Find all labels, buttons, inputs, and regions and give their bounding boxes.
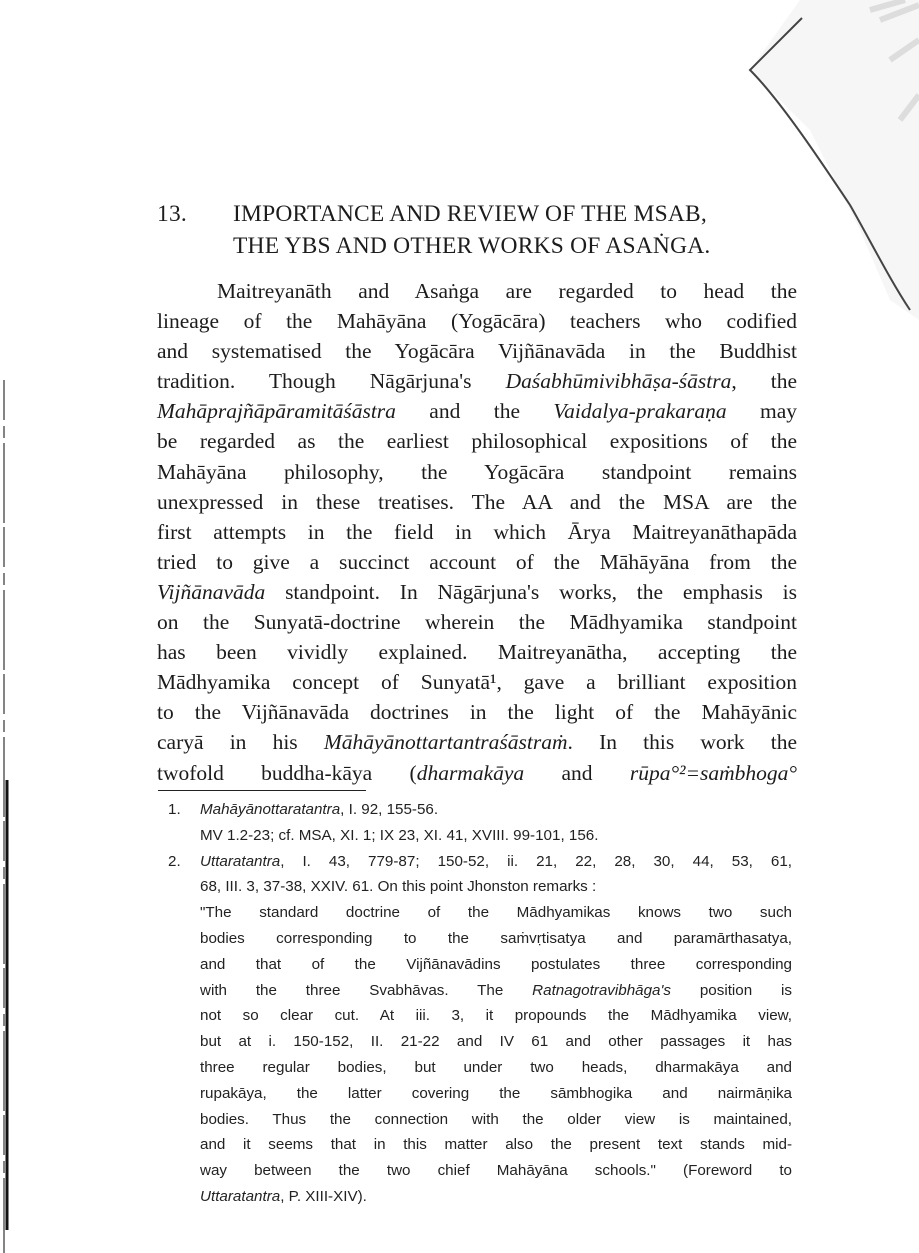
text-run: 68, III. 3, 37-38, XXIV. 61. On this point Jhonston remarks : xyxy=(200,878,597,896)
italic-title: dharmakāya xyxy=(416,760,525,785)
section-heading xyxy=(157,198,817,262)
footnote-number: 1. xyxy=(168,801,181,818)
italic-title: Mahāyānottaratantra xyxy=(200,801,341,818)
footnote-line xyxy=(200,823,792,849)
footnote-line xyxy=(200,849,792,875)
italic-title: Uttaratantra xyxy=(200,852,281,870)
text-run: , P. XIII-XIV). xyxy=(280,1187,367,1205)
body-line xyxy=(157,276,797,306)
body-line xyxy=(157,336,797,366)
footnote xyxy=(168,849,792,1210)
italic-title: Ratnagotravibhāga's xyxy=(532,981,671,999)
binding-edge xyxy=(0,0,10,1253)
footnote-line xyxy=(200,1055,792,1081)
text-run: but at i. 150-152, II. 21-22 and IV 61 and other passages it has xyxy=(200,1033,792,1051)
body-line xyxy=(157,667,797,697)
body-line xyxy=(157,457,797,487)
body-line xyxy=(157,758,797,788)
body-line xyxy=(157,547,797,577)
footnote-line xyxy=(200,874,792,900)
italic-title: Vijñānavāda xyxy=(157,579,266,604)
text-run: lineage of the Mahāyāna (Yogācāra) teachers who codified xyxy=(157,309,797,334)
body-line xyxy=(157,306,797,336)
text-run: , the xyxy=(731,369,797,394)
text-run: . In this work the xyxy=(567,730,797,755)
text-run: bodies. Thus the connection with the older view is maintained, xyxy=(200,1110,792,1128)
text-run: and it seems that in this matter also the present text stands mid- xyxy=(200,1136,792,1154)
italic-title: Māhāyānottartantraśāstraṁ xyxy=(323,730,568,755)
text-run: and systematised the Yogācāra Vijñānavāda in the Buddhist xyxy=(157,339,797,364)
body-paragraph xyxy=(157,276,797,788)
text-run: on the Sunyatā-doctrine wherein the Mādhyamika standpoint xyxy=(157,610,797,635)
body-line xyxy=(157,637,797,667)
text-run: way between the two chief Mahāyāna schools." (Foreword to xyxy=(200,1162,792,1180)
text-run: has been vividly explained. Maitreyanātha, accepting the xyxy=(157,640,797,665)
text-run: standpoint. In Nāgārjuna's works, the emphasis is xyxy=(265,579,797,604)
section-number: 13. xyxy=(157,201,187,227)
body-line xyxy=(157,607,797,637)
text-run: and that of the Vijñānavādins postulates three corresponding xyxy=(200,955,792,973)
italic-title: Mahāprajñāpāramitāśāstra xyxy=(157,399,396,424)
footnote xyxy=(168,797,792,849)
text-run: Maitreyanāth and Asaṅga are regarded to head the xyxy=(217,279,797,303)
text-run: MV 1.2-23; cf. MSA, XI. 1; IX 23, XI. 41, XVIII. 99-101, 156. xyxy=(200,826,599,844)
footnote-line xyxy=(200,978,792,1004)
text-run: , I. 43, 779-87; 150-52, ii. 21, 22, 28, 30, 44, 53, 61, xyxy=(280,852,792,870)
text-run: Mādhyamika concept of Sunyatā¹, gave a brilliant exposition xyxy=(157,670,797,695)
text-run: "The standard doctrine of the Mādhyamikas knows two such xyxy=(200,904,792,922)
footnote-line xyxy=(200,952,792,978)
body-line xyxy=(157,727,797,757)
text-run: be regarded as the earliest philosophical expositions of the xyxy=(157,429,797,454)
text-run: position is xyxy=(671,981,792,999)
text-run: , I. 92, 155-56. xyxy=(340,801,439,818)
text-run: and the xyxy=(395,399,554,424)
footnote-line xyxy=(200,1107,792,1133)
italic-title: Uttaratantra xyxy=(200,1187,281,1205)
text-run: may xyxy=(726,399,797,424)
footnote-line xyxy=(200,1158,792,1184)
heading-line-2: THE YBS AND OTHER WORKS OF ASAṄGA. xyxy=(233,233,711,259)
footnote-line xyxy=(200,1132,792,1158)
text-run: rupakāya, the latter covering the sāmbhogika and nairmāṇika xyxy=(200,1084,792,1102)
footnote-line xyxy=(200,1003,792,1029)
text-run: first attempts in the field in which Ārya Maitreyanāthapāda xyxy=(157,519,797,544)
footnote-line xyxy=(200,797,792,823)
body-line xyxy=(157,577,797,607)
text-run: tried to give a succinct account of the Māhāyāna from the xyxy=(157,549,797,574)
text-run: caryā in his xyxy=(157,730,324,755)
text-run: to the Vijñānavāda doctrines in the light of the Mahāyānic xyxy=(157,700,797,725)
body-line xyxy=(157,517,797,547)
text-run: tradition. Though Nāgārjuna's xyxy=(157,369,506,394)
heading-line-1: IMPORTANCE AND REVIEW OF THE MSAB, xyxy=(233,201,707,227)
body-line xyxy=(157,487,797,517)
footnotes xyxy=(168,797,792,1210)
body-line xyxy=(157,697,797,727)
italic-title: Vaidalya-prakaraṇa xyxy=(553,399,727,424)
footnote-rule xyxy=(158,790,366,791)
text-run: bodies corresponding to the saṁvṛtisatya and paramārthasatya, xyxy=(200,929,792,947)
body-line xyxy=(157,396,797,426)
footnote-line xyxy=(200,1184,792,1210)
text-run: Mahāyāna philosophy, the Yogācāra standpoint remains xyxy=(157,459,797,484)
text-run: three regular bodies, but under two heads, dharmakāya and xyxy=(200,1058,792,1076)
footnote-number: 2. xyxy=(168,852,181,870)
text-run: unexpressed in these treatises. The AA and the MSA are the xyxy=(157,489,797,514)
italic-title: Daśabhūmivibhāṣa-śāstra xyxy=(505,369,732,394)
body-line xyxy=(157,366,797,396)
footnote-line xyxy=(200,900,792,926)
text-run: and xyxy=(524,760,630,785)
italic-title: rūpa°²=saṁbhoga° xyxy=(629,760,797,785)
text-run: not so clear cut. At iii. 3, it propounds the Mādhyamika view, xyxy=(200,1007,792,1025)
text-run: twofold buddha-kāya ( xyxy=(157,760,417,785)
text-run: with the three Svabhāvas. The xyxy=(200,981,533,999)
footnote-line xyxy=(200,1081,792,1107)
body-line xyxy=(157,426,797,456)
footnote-line xyxy=(200,1029,792,1055)
footnote-line xyxy=(200,926,792,952)
